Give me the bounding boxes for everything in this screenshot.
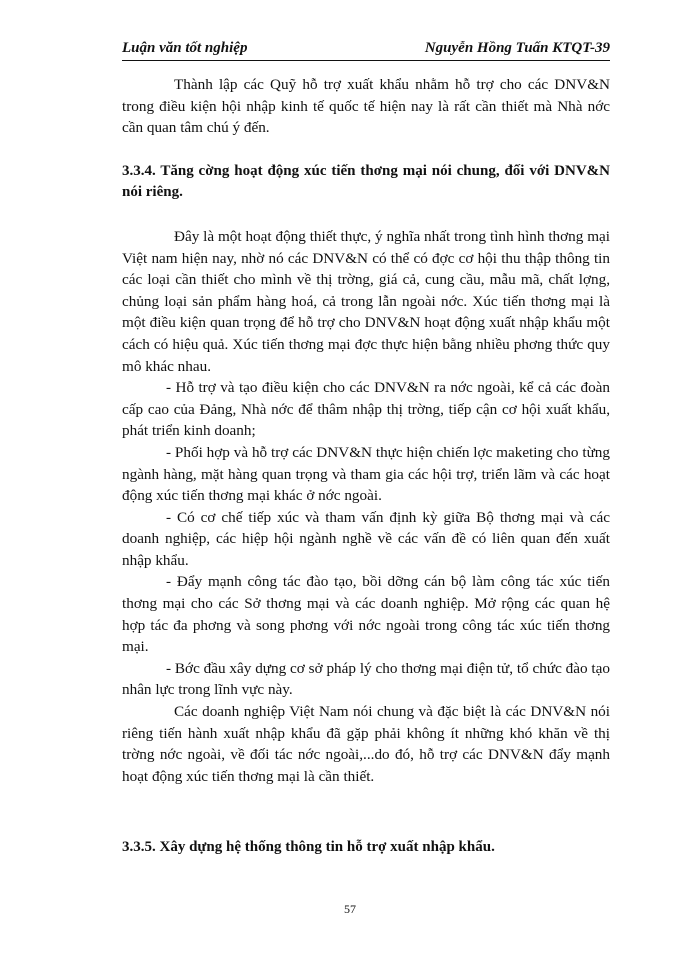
page-header — [122, 40, 610, 60]
page-body — [122, 74, 610, 859]
header-author: Nguyễn Hồng Tuấn KTQT-39 — [424, 40, 610, 56]
section-heading-3-3-5: 3.3.5. Xây dựng hệ thống thông tin hỗ trợ xuất nhập khẩu. — [122, 839, 495, 856]
header-rule — [122, 60, 610, 61]
section-heading-3-3-4: 3.3.4. Tăng cờng hoạt động xúc tiến thơng mại nói chung, đối với DNV&N nói riêng. — [122, 162, 610, 201]
paragraph-trade-promotion: Đây là một hoạt động thiết thực, ý nghĩa nhất trong tình hình thơng mại Việt nam hiện nay, nhờ nó các DNV&N có thể có đợc cơ hội thu thập thông tin các loại cần thiết cho mình về thị trờng, giá cả, cung cầu, mẫu mã, chất lợng, chủng loại sản phẩm hàng hoá, cả trong lẫn ngoài nớc. Xúc tiến thơng mại là một điều kiện quan trọng để hỗ trợ cho DNV&N hoạt động xuất nhập khẩu một cách có hiệu quả. Xúc tiến thơng mại đợc thực hiện bằng nhiều phơng thức quy mô khác nhau. — [122, 227, 610, 375]
bullet-marketing-strategy: - Phối hợp và hỗ trợ các DNV&N thực hiện chiến lợc maketing cho từng ngành hàng, mặt hàng quan trọng và tham gia các hội trợ, triển lãm và các hoạt động xúc tiến thơng mại khác ở nớc ngoài. — [122, 443, 610, 505]
bullet-training-cooperation: - Đẩy mạnh công tác đào tạo, bồi dỡng cán bộ làm công tác xúc tiến thơng mại cho các Sở thơng mại và các doanh nghiệp. Mở rộng các quan hệ hợp tác đa phơng và song phơng với nớc ngoài trong công tác xúc tiến thơng mại. — [122, 573, 610, 656]
paragraph-conclusion: Các doanh nghiệp Việt Nam nói chung và đặc biệt là các DNV&N nói riêng tiến hành xuất nhập khẩu đã gặp phải không ít những khó khăn về thị trờng nớc ngoài, về đối tác nớc ngoài,...do đó, hỗ trợ các DNV&N đẩy mạnh hoạt động xúc tiến thơng mại là cần thiết. — [122, 703, 610, 785]
bullet-ecommerce-legal: - Bớc đầu xây dựng cơ sở pháp lý cho thơng mại điện tử, tổ chức đào tạo nhân lực trong lĩnh vực này. — [122, 659, 610, 699]
bullet-support-abroad: - Hỗ trợ và tạo điều kiện cho các DNV&N ra nớc ngoài, kể cả các đoàn cấp cao của Đảng, Nhà nớc để thâm nhập thị trờng, tiếp cận cơ hội xuất khẩu, phát triển kinh doanh; — [122, 379, 610, 440]
page-number: 57 — [344, 902, 356, 916]
paragraph-export-fund: Thành lập các Quỹ hỗ trợ xuất khẩu nhằm hỗ trợ cho các DNV&N trong điều kiện hội nhập kinh tế quốc tế hiện nay là rất cần thiết mà Nhà nớc cần quan tâm chú ý đến. — [122, 76, 610, 137]
header-thesis-title: Luận văn tốt nghiệp — [122, 40, 248, 56]
bullet-consultation-mechanism: - Có cơ chế tiếp xúc và tham vấn định kỳ giữa Bộ thơng mại và các doanh nghiệp, các hiệp hội ngành nghề về các vấn đề có liên quan đến xuất nhập khẩu. — [122, 508, 610, 569]
